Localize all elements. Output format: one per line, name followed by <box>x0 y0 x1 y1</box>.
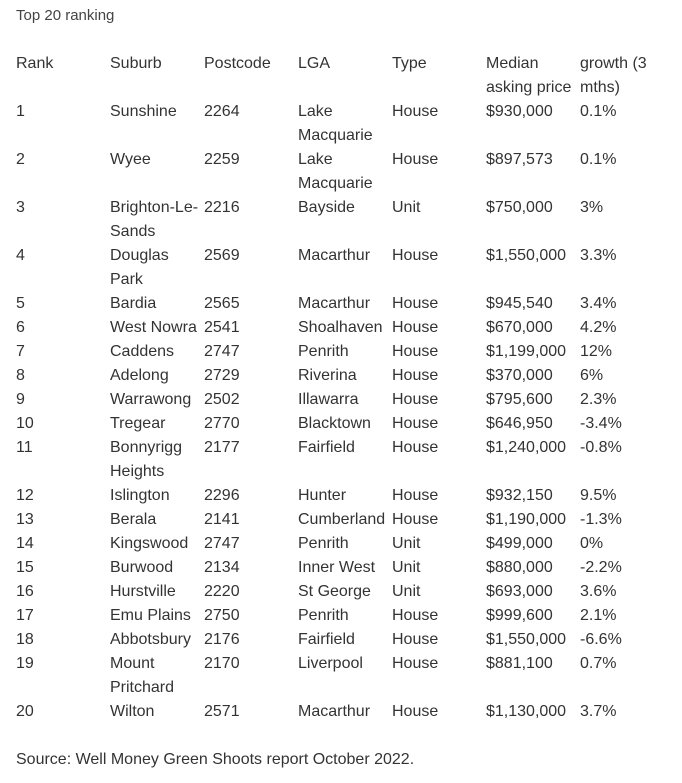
cell-lga: Illawarra <box>298 391 359 408</box>
table-row <box>16 148 676 196</box>
cell-type: Unit <box>392 583 421 600</box>
cell-suburb: Abbotsbury <box>110 631 191 648</box>
table-row <box>16 292 676 316</box>
header-lga: LGA <box>298 55 331 72</box>
cell-median-price: $750,000 <box>486 199 553 216</box>
table-row <box>16 244 676 292</box>
table-row <box>16 700 676 724</box>
cell-median-price: $370,000 <box>486 367 553 384</box>
cell-suburb: Wyee <box>110 151 151 168</box>
cell-type: House <box>392 703 439 720</box>
cell-type: House <box>392 391 439 408</box>
cell-lga: Shoalhaven <box>298 319 383 336</box>
cell-rank: 13 <box>16 511 34 528</box>
cell-median-price: $881,100 <box>486 655 553 672</box>
cell-type: Unit <box>392 535 421 552</box>
table-row <box>16 652 676 700</box>
cell-growth: 0.1% <box>580 103 617 120</box>
cell-rank: 5 <box>16 295 25 312</box>
cell-suburb: Warrawong <box>110 391 192 408</box>
table-row <box>16 532 676 556</box>
cell-suburb: Brighton-Le-Sands <box>110 199 199 240</box>
cell-type: House <box>392 655 439 672</box>
cell-growth: 6% <box>580 367 604 384</box>
cell-growth: 3.3% <box>580 247 617 264</box>
cell-lga: Lake Macquarie <box>298 103 373 144</box>
cell-suburb: Bardia <box>110 295 157 312</box>
header-growth: growth (3 mths) <box>580 55 647 96</box>
cell-lga: Fairfield <box>298 439 355 456</box>
cell-lga: Macarthur <box>298 295 371 312</box>
cell-lga: Macarthur <box>298 703 371 720</box>
header-median-price: Median asking price <box>486 55 572 96</box>
cell-rank: 19 <box>16 655 34 672</box>
cell-rank: 2 <box>16 151 25 168</box>
cell-growth: 2.1% <box>580 607 617 624</box>
cell-lga: Inner West <box>298 559 376 576</box>
cell-type: Unit <box>392 559 421 576</box>
cell-postcode: 2177 <box>204 439 240 456</box>
cell-type: House <box>392 343 439 360</box>
cell-postcode: 2569 <box>204 247 240 264</box>
cell-postcode: 2565 <box>204 295 240 312</box>
cell-postcode: 2747 <box>204 343 240 360</box>
cell-suburb: Tregear <box>110 415 166 432</box>
cell-postcode: 2747 <box>204 535 240 552</box>
cell-suburb: Berala <box>110 511 157 528</box>
cell-rank: 18 <box>16 631 34 648</box>
cell-postcode: 2296 <box>204 487 240 504</box>
cell-lga: Liverpool <box>298 655 363 672</box>
cell-suburb: Kingswood <box>110 535 189 552</box>
table-row <box>16 604 676 628</box>
cell-median-price: $897,573 <box>486 151 553 168</box>
cell-median-price: $999,600 <box>486 607 553 624</box>
cell-postcode: 2502 <box>204 391 240 408</box>
cell-rank: 12 <box>16 487 34 504</box>
cell-type: House <box>392 151 439 168</box>
cell-rank: 9 <box>16 391 25 408</box>
cell-growth: -6.6% <box>580 631 622 648</box>
cell-rank: 1 <box>16 103 25 120</box>
cell-suburb: Sunshine <box>110 103 177 120</box>
cell-postcode: 2571 <box>204 703 240 720</box>
table-row <box>16 412 676 436</box>
cell-postcode: 2220 <box>204 583 240 600</box>
cell-growth: 4.2% <box>580 319 617 336</box>
cell-median-price: $1,240,000 <box>486 439 567 456</box>
table-row <box>16 388 676 412</box>
cell-lga: Lake Macquarie <box>298 151 373 192</box>
cell-median-price: $932,150 <box>486 487 553 504</box>
cell-growth: -1.3% <box>580 511 622 528</box>
cell-type: House <box>392 295 439 312</box>
cell-postcode: 2141 <box>204 511 240 528</box>
cell-type: Unit <box>392 199 421 216</box>
cell-growth: 3.6% <box>580 583 617 600</box>
cell-postcode: 2216 <box>204 199 240 216</box>
cell-rank: 11 <box>16 439 33 456</box>
cell-type: House <box>392 103 439 120</box>
cell-growth: 0.7% <box>580 655 617 672</box>
cell-median-price: $646,950 <box>486 415 553 432</box>
table-row <box>16 436 676 484</box>
cell-growth: 2.3% <box>580 391 617 408</box>
cell-type: House <box>392 367 439 384</box>
cell-growth: 0% <box>580 535 604 552</box>
cell-lga: Blacktown <box>298 415 371 432</box>
header-postcode: Postcode <box>204 55 271 72</box>
cell-suburb: Adelong <box>110 367 169 384</box>
ranking-table <box>16 52 676 724</box>
cell-type: House <box>392 607 439 624</box>
cell-rank: 10 <box>16 415 34 432</box>
cell-median-price: $499,000 <box>486 535 553 552</box>
cell-median-price: $1,190,000 <box>486 511 567 528</box>
cell-growth: -3.4% <box>580 415 622 432</box>
table-row <box>16 556 676 580</box>
cell-rank: 15 <box>16 559 34 576</box>
cell-postcode: 2259 <box>204 151 240 168</box>
table-row <box>16 364 676 388</box>
cell-growth: 3.4% <box>580 295 617 312</box>
cell-suburb: Bonnyrigg Heights <box>110 439 183 480</box>
cell-growth: 12% <box>580 343 613 360</box>
cell-rank: 17 <box>16 607 34 624</box>
cell-lga: Macarthur <box>298 247 371 264</box>
cell-growth: 3.7% <box>580 703 617 720</box>
cell-postcode: 2770 <box>204 415 240 432</box>
cell-suburb: Islington <box>110 487 170 504</box>
cell-median-price: $1,199,000 <box>486 343 567 360</box>
cell-median-price: $880,000 <box>486 559 553 576</box>
cell-suburb: Mount Pritchard <box>110 655 175 696</box>
table-row <box>16 508 676 532</box>
cell-growth: 0.1% <box>580 151 617 168</box>
cell-growth: 9.5% <box>580 487 617 504</box>
cell-lga: Penrith <box>298 535 349 552</box>
cell-suburb: Wilton <box>110 703 155 720</box>
cell-median-price: $670,000 <box>486 319 553 336</box>
cell-lga: Hunter <box>298 487 347 504</box>
cell-postcode: 2170 <box>204 655 240 672</box>
cell-postcode: 2134 <box>204 559 240 576</box>
cell-postcode: 2264 <box>204 103 240 120</box>
cell-lga: St George <box>298 583 371 600</box>
table-row <box>16 484 676 508</box>
source-note: Source: Well Money Green Shoots report October 2022. <box>16 751 415 768</box>
page-title: Top 20 ranking <box>16 7 115 24</box>
cell-postcode: 2729 <box>204 367 240 384</box>
cell-postcode: 2750 <box>204 607 240 624</box>
cell-type: House <box>392 415 439 432</box>
cell-lga: Riverina <box>298 367 357 384</box>
cell-postcode: 2176 <box>204 631 240 648</box>
header-type: Type <box>392 55 427 72</box>
cell-median-price: $930,000 <box>486 103 553 120</box>
cell-rank: 16 <box>16 583 34 600</box>
cell-postcode: 2541 <box>204 319 240 336</box>
cell-growth: 3% <box>580 199 604 216</box>
cell-lga: Penrith <box>298 607 349 624</box>
cell-type: House <box>392 487 439 504</box>
cell-median-price: $693,000 <box>486 583 553 600</box>
cell-median-price: $945,540 <box>486 295 553 312</box>
cell-suburb: Emu Plains <box>110 607 191 624</box>
table-row <box>16 100 676 148</box>
cell-median-price: $1,550,000 <box>486 631 567 648</box>
cell-suburb: Douglas Park <box>110 247 169 288</box>
cell-lga: Penrith <box>298 343 349 360</box>
table-row <box>16 580 676 604</box>
cell-rank: 7 <box>16 343 25 360</box>
cell-rank: 3 <box>16 199 25 216</box>
table-row <box>16 316 676 340</box>
cell-suburb: Burwood <box>110 559 174 576</box>
cell-median-price: $1,550,000 <box>486 247 567 264</box>
cell-lga: Bayside <box>298 199 355 216</box>
cell-type: House <box>392 511 439 528</box>
header-suburb: Suburb <box>110 55 162 72</box>
cell-type: House <box>392 631 439 648</box>
header-rank: Rank <box>16 55 54 72</box>
cell-type: House <box>392 319 439 336</box>
cell-type: House <box>392 439 439 456</box>
table-row <box>16 628 676 652</box>
table-row <box>16 340 676 364</box>
cell-growth: -2.2% <box>580 559 622 576</box>
cell-rank: 6 <box>16 319 25 336</box>
cell-median-price: $795,600 <box>486 391 553 408</box>
table-row <box>16 196 676 244</box>
cell-rank: 8 <box>16 367 25 384</box>
cell-rank: 14 <box>16 535 34 552</box>
cell-rank: 20 <box>16 703 34 720</box>
table-header-row <box>16 52 676 100</box>
table-body <box>16 100 676 724</box>
cell-type: House <box>392 247 439 264</box>
cell-growth: -0.8% <box>580 439 622 456</box>
cell-rank: 4 <box>16 247 25 264</box>
cell-lga: Cumberland <box>298 511 386 528</box>
cell-lga: Fairfield <box>298 631 355 648</box>
cell-suburb: Hurstville <box>110 583 176 600</box>
cell-suburb: Caddens <box>110 343 175 360</box>
cell-suburb: West Nowra <box>110 319 197 336</box>
cell-median-price: $1,130,000 <box>486 703 567 720</box>
